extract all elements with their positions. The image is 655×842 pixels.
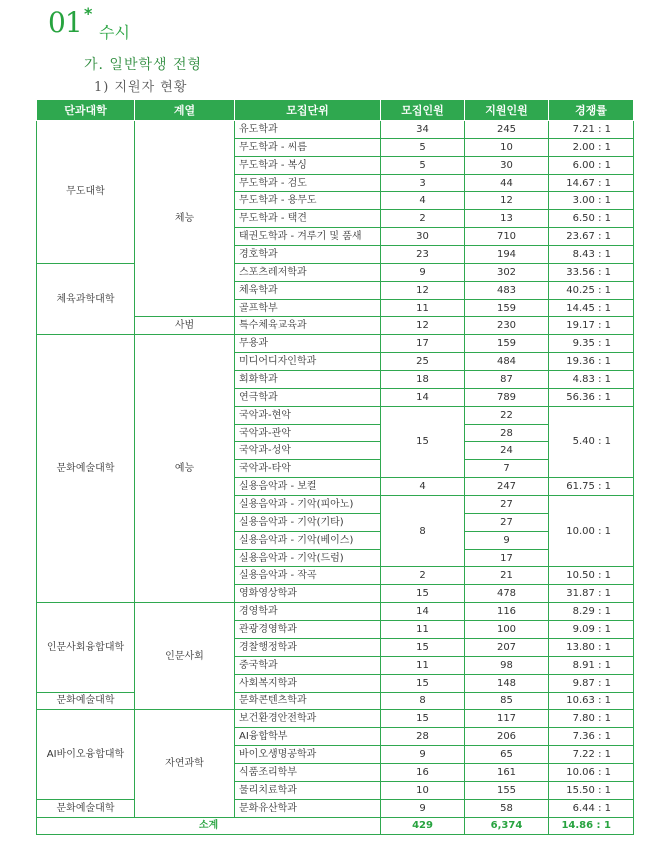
college-cell: 문화예술대학: [37, 799, 135, 817]
unit-cell: 실용음악과 - 보컬: [235, 478, 381, 496]
unit-cell: 연극학과: [235, 388, 381, 406]
quota-cell: 9: [381, 799, 465, 817]
applicants-cell: 65: [465, 746, 549, 764]
unit-cell: 무도학과 - 용무도: [235, 192, 381, 210]
unit-cell: 무도학과 - 택견: [235, 210, 381, 228]
header-college: 단과대학: [37, 100, 135, 121]
applicants-cell: 87: [465, 371, 549, 389]
unit-cell: 무도학과 - 씨름: [235, 138, 381, 156]
quota-cell: 14: [381, 388, 465, 406]
ratio-cell: 2.00 : 1: [549, 138, 634, 156]
applicants-cell: 789: [465, 388, 549, 406]
unit-cell: 관광경영학과: [235, 621, 381, 639]
quota-cell: 12: [381, 317, 465, 335]
applicants-cell: 7: [465, 460, 549, 478]
quota-cell: 15: [381, 638, 465, 656]
ratio-cell: 6.44 : 1: [549, 799, 634, 817]
ratio-cell: 19.17 : 1: [549, 317, 634, 335]
applicants-cell: 30: [465, 156, 549, 174]
section-star: *: [84, 4, 93, 23]
unit-cell: 국악과-관악: [235, 424, 381, 442]
field-cell: 사범: [135, 317, 235, 335]
applicants-cell: 247: [465, 478, 549, 496]
applicants-cell: 155: [465, 781, 549, 799]
section-number: 01: [48, 6, 82, 39]
unit-cell: 보건환경안전학과: [235, 710, 381, 728]
quota-cell: 2: [381, 210, 465, 228]
ratio-cell: 9.87 : 1: [549, 674, 634, 692]
field-cell: 자연과학: [135, 710, 235, 817]
quota-cell: 14: [381, 603, 465, 621]
ratio-cell: 7.22 : 1: [549, 746, 634, 764]
unit-cell: 태권도학과 - 겨루기 및 품새: [235, 228, 381, 246]
quota-cell: 23: [381, 246, 465, 264]
unit-cell: 실용음악과 - 작곡: [235, 567, 381, 585]
quota-cell: 2: [381, 567, 465, 585]
applicants-cell: 483: [465, 281, 549, 299]
applicants-cell: 478: [465, 585, 549, 603]
quota-cell: 4: [381, 478, 465, 496]
table-header-row: [37, 100, 634, 121]
ratio-cell: 14.67 : 1: [549, 174, 634, 192]
table-row: [37, 603, 634, 621]
ratio-cell: 8.43 : 1: [549, 246, 634, 264]
table-row: [37, 692, 634, 710]
college-cell: 문화예술대학: [37, 692, 135, 710]
subtitle-admission-type: 가. 일반학생 전형: [84, 57, 203, 73]
ratio-cell: 7.80 : 1: [549, 710, 634, 728]
unit-cell: 유도학과: [235, 121, 381, 139]
unit-cell: 국악과-타악: [235, 460, 381, 478]
applicants-cell: 117: [465, 710, 549, 728]
ratio-cell: 15.50 : 1: [549, 781, 634, 799]
applicants-cell: 28: [465, 424, 549, 442]
header-unit: 모집단위: [235, 100, 381, 121]
unit-cell: 회화학과: [235, 371, 381, 389]
applicants-cell: 159: [465, 299, 549, 317]
ratio-cell: 10.63 : 1: [549, 692, 634, 710]
ratio-cell: 7.36 : 1: [549, 728, 634, 746]
college-cell: AI바이오융합대학: [37, 710, 135, 799]
applicant-status-table: [36, 99, 634, 835]
ratio-cell: 9.35 : 1: [549, 335, 634, 353]
ratio-cell: 4.83 : 1: [549, 371, 634, 389]
table-row: [37, 335, 634, 353]
unit-cell: 물리치료학과: [235, 781, 381, 799]
ratio-cell: 10.50 : 1: [549, 567, 634, 585]
field-cell: 예능: [135, 335, 235, 603]
applicants-cell: 58: [465, 799, 549, 817]
unit-cell: 골프학부: [235, 299, 381, 317]
quota-cell: 9: [381, 263, 465, 281]
unit-cell: 실용음악과 - 기악(베이스): [235, 531, 381, 549]
table-row: [37, 263, 634, 281]
unit-cell: 체육학과: [235, 281, 381, 299]
applicants-cell: 484: [465, 353, 549, 371]
applicants-cell: 148: [465, 674, 549, 692]
header-quota: 모집인원: [381, 100, 465, 121]
applicants-cell: 245: [465, 121, 549, 139]
applicants-cell: 27: [465, 513, 549, 531]
ratio-cell: 8.29 : 1: [549, 603, 634, 621]
applicants-cell: 194: [465, 246, 549, 264]
applicants-cell: 207: [465, 638, 549, 656]
unit-cell: 경영학과: [235, 603, 381, 621]
applicants-cell: 22: [465, 406, 549, 424]
applicants-cell: 17: [465, 549, 549, 567]
quota-cell: 34: [381, 121, 465, 139]
ratio-cell: 5.40 : 1: [549, 406, 634, 477]
applicants-cell: 85: [465, 692, 549, 710]
unit-cell: 무도학과 - 검도: [235, 174, 381, 192]
quota-cell: 17: [381, 335, 465, 353]
college-cell: 체육과학대학: [37, 263, 135, 334]
header-field: 계열: [135, 100, 235, 121]
field-cell: 인문사회: [135, 603, 235, 710]
table-row: [37, 121, 634, 139]
quota-cell: 4: [381, 192, 465, 210]
ratio-cell: 14.45 : 1: [549, 299, 634, 317]
college-cell: 무도대학: [37, 121, 135, 264]
unit-cell: 영화영상학과: [235, 585, 381, 603]
unit-cell: 무도학과 - 복싱: [235, 156, 381, 174]
unit-cell: 스포츠레저학과: [235, 263, 381, 281]
applicants-cell: 230: [465, 317, 549, 335]
ratio-cell: 9.09 : 1: [549, 621, 634, 639]
applicants-cell: 44: [465, 174, 549, 192]
unit-cell: 미디어디자인학과: [235, 353, 381, 371]
unit-cell: 실용음악과 - 기악(드럼): [235, 549, 381, 567]
quota-cell: 3: [381, 174, 465, 192]
ratio-cell: 10.06 : 1: [549, 763, 634, 781]
ratio-cell: 10.00 : 1: [549, 496, 634, 567]
ratio-cell: 61.75 : 1: [549, 478, 634, 496]
table-row: [37, 799, 634, 817]
unit-cell: 실용음악과 - 기악(피아노): [235, 496, 381, 514]
header-applicants: 지원인원: [465, 100, 549, 121]
college-cell: 인문사회융합대학: [37, 603, 135, 692]
applicants-cell: 24: [465, 442, 549, 460]
college-cell: 문화예술대학: [37, 335, 135, 603]
total-ratio: 14.86 : 1: [549, 817, 634, 835]
quota-cell: 11: [381, 299, 465, 317]
subtitle-applicant-status: 1) 지원자 현황: [94, 80, 188, 95]
applicants-cell: 12: [465, 192, 549, 210]
quota-cell: 18: [381, 371, 465, 389]
ratio-cell: 40.25 : 1: [549, 281, 634, 299]
unit-cell: 국악과-현악: [235, 406, 381, 424]
applicants-cell: 206: [465, 728, 549, 746]
unit-cell: 문화유산학과: [235, 799, 381, 817]
applicants-cell: 100: [465, 621, 549, 639]
unit-cell: 사회복지학과: [235, 674, 381, 692]
quota-cell: 15: [381, 710, 465, 728]
total-row: [37, 817, 634, 835]
applicants-cell: 27: [465, 496, 549, 514]
quota-cell: 15: [381, 585, 465, 603]
applicants-cell: 98: [465, 656, 549, 674]
quota-cell: 28: [381, 728, 465, 746]
applicants-cell: 116: [465, 603, 549, 621]
total-label: 소계: [37, 817, 381, 835]
section-title: 수시: [99, 23, 130, 42]
unit-cell: 식품조리학부: [235, 763, 381, 781]
quota-cell: 12: [381, 281, 465, 299]
ratio-cell: 56.36 : 1: [549, 388, 634, 406]
field-cell: 체능: [135, 121, 235, 317]
unit-cell: 특수체육교육과: [235, 317, 381, 335]
header-ratio: 경쟁률: [549, 100, 634, 121]
quota-cell: 11: [381, 621, 465, 639]
ratio-cell: 31.87 : 1: [549, 585, 634, 603]
unit-cell: 경찰행정학과: [235, 638, 381, 656]
quota-cell: 15: [381, 674, 465, 692]
total-applicants: 6,374: [465, 817, 549, 835]
applicants-cell: 159: [465, 335, 549, 353]
quota-cell: 10: [381, 781, 465, 799]
quota-cell: 25: [381, 353, 465, 371]
quota-cell: 16: [381, 763, 465, 781]
unit-cell: 문화콘텐츠학과: [235, 692, 381, 710]
ratio-cell: 6.50 : 1: [549, 210, 634, 228]
unit-cell: 실용음악과 - 기악(기타): [235, 513, 381, 531]
applicants-cell: 13: [465, 210, 549, 228]
table-row: [37, 710, 634, 728]
ratio-cell: 23.67 : 1: [549, 228, 634, 246]
ratio-cell: 33.56 : 1: [549, 263, 634, 281]
unit-cell: 경호학과: [235, 246, 381, 264]
unit-cell: AI융합학부: [235, 728, 381, 746]
quota-cell: 8: [381, 496, 465, 567]
applicants-cell: 302: [465, 263, 549, 281]
ratio-cell: 19.36 : 1: [549, 353, 634, 371]
applicants-cell: 9: [465, 531, 549, 549]
ratio-cell: 7.21 : 1: [549, 121, 634, 139]
unit-cell: 무용과: [235, 335, 381, 353]
quota-cell: 30: [381, 228, 465, 246]
unit-cell: 바이오생명공학과: [235, 746, 381, 764]
unit-cell: 중국학과: [235, 656, 381, 674]
quota-cell: 5: [381, 156, 465, 174]
ratio-cell: 6.00 : 1: [549, 156, 634, 174]
quota-cell: 8: [381, 692, 465, 710]
quota-cell: 5: [381, 138, 465, 156]
applicants-cell: 10: [465, 138, 549, 156]
applicants-cell: 710: [465, 228, 549, 246]
quota-cell: 11: [381, 656, 465, 674]
quota-cell: 15: [381, 406, 465, 477]
total-quota: 429: [381, 817, 465, 835]
ratio-cell: 8.91 : 1: [549, 656, 634, 674]
applicants-cell: 21: [465, 567, 549, 585]
quota-cell: 9: [381, 746, 465, 764]
unit-cell: 국악과-성악: [235, 442, 381, 460]
ratio-cell: 13.80 : 1: [549, 638, 634, 656]
applicants-cell: 161: [465, 763, 549, 781]
ratio-cell: 3.00 : 1: [549, 192, 634, 210]
